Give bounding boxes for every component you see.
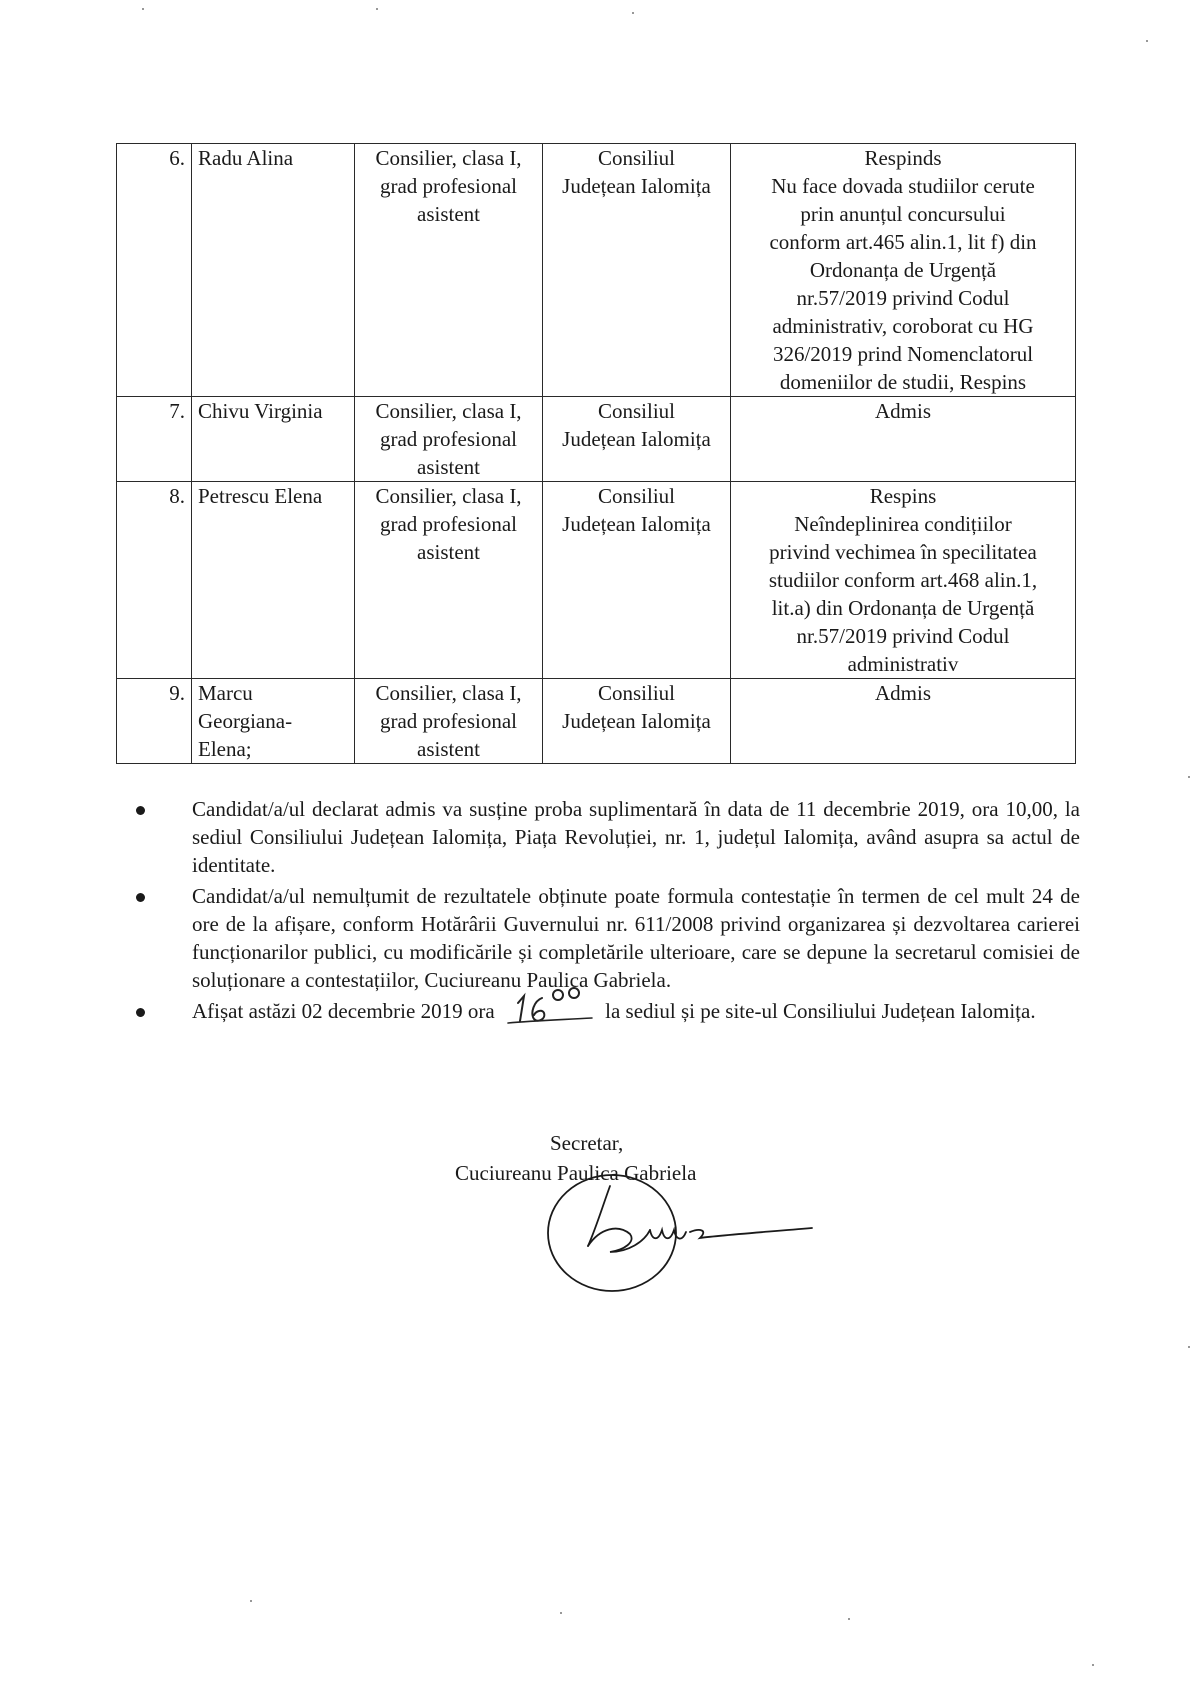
institution: Consiliul Județean Ialomița bbox=[543, 482, 731, 679]
handwritten-time-icon bbox=[506, 983, 594, 1027]
scan-speck bbox=[1092, 1664, 1094, 1666]
signature-name: Cuciureanu Paulica Gabriela bbox=[455, 1161, 697, 1185]
position-function: Consilier, clasa I, grad profesional asistent bbox=[355, 482, 543, 679]
list-item bbox=[120, 997, 1080, 1025]
position-function: Consilier, clasa I, grad profesional asistent bbox=[355, 679, 543, 764]
notes-list bbox=[120, 795, 1080, 1028]
results-table-body bbox=[117, 144, 1076, 764]
handwritten-time bbox=[506, 997, 594, 1025]
list-item bbox=[120, 882, 1080, 994]
result: Admis bbox=[731, 397, 1076, 482]
note-proba-suplimentara: Candidat/a/ul declarat admis va susține proba suplimentară în data de 11 decembrie 2019, ora 10,00, la sediul Consiliului Județean Ialomița, Piața Revoluției, nr. 1, județul Ialomița, având asupra sa actul de identitate. bbox=[192, 797, 1080, 877]
signature-role: Secretar, bbox=[550, 1131, 624, 1155]
results-table bbox=[116, 143, 1076, 764]
handwritten-signature bbox=[540, 1168, 820, 1298]
result: Admis bbox=[731, 679, 1076, 764]
scan-speck bbox=[848, 1618, 850, 1620]
list-item bbox=[120, 795, 1080, 879]
row-number: 8. bbox=[117, 482, 192, 679]
bullet-icon bbox=[136, 893, 145, 902]
scan-speck bbox=[632, 12, 634, 14]
scan-speck bbox=[250, 1600, 252, 1602]
candidate-name: Chivu Virginia bbox=[192, 397, 355, 482]
table-row bbox=[117, 482, 1076, 679]
institution: Consiliul Județean Ialomița bbox=[543, 397, 731, 482]
table-row bbox=[117, 679, 1076, 764]
scan-speck bbox=[1188, 1346, 1190, 1348]
table-row bbox=[117, 397, 1076, 482]
scan-speck bbox=[1146, 40, 1148, 42]
scan-speck bbox=[376, 8, 378, 10]
position-function: Consilier, clasa I, grad profesional asistent bbox=[355, 144, 543, 397]
bullet-icon bbox=[136, 806, 145, 815]
result: Respinds Nu face dovada studiilor cerute prin anunțul concursului conform art.465 alin.1, lit f) din Ordonanța de Urgență nr.57/2019 privind Codul administrativ, coroborat cu HG 326/2019 prind Nomenclatorul domeniilor de studii, Respins bbox=[731, 144, 1076, 397]
candidate-name: Marcu Georgiana- Elena; bbox=[192, 679, 355, 764]
bullet-icon bbox=[136, 1008, 145, 1017]
result: Respins Neîndeplinirea condițiilor privind vechimea în specilitatea studiilor conform art.468 alin.1, lit.a) din Ordonanța de Urgență nr.57/2019 privind Codul administrativ bbox=[731, 482, 1076, 679]
row-number: 7. bbox=[117, 397, 192, 482]
scan-speck bbox=[1188, 776, 1190, 778]
scan-speck bbox=[560, 1612, 562, 1614]
posted-note-before: Afișat astăzi 02 decembrie 2019 ora bbox=[192, 999, 495, 1023]
row-number: 6. bbox=[117, 144, 192, 397]
scan-speck bbox=[142, 8, 144, 10]
institution: Consiliul Județean Ialomița bbox=[543, 679, 731, 764]
note-contestatie: Candidat/a/ul nemulțumit de rezultatele obținute poate formula contestație în termen de cel mult 24 de ore de la afișare, conform Hotărârii Guvernului nr. 611/2008 privind organizarea și dezvoltarea carierei funcționarilor publici, cu modificările și completările ulterioare, care se depune la secretarul comisiei de soluționare a contestațiilor, Cuciureanu Paulica Gabriela. bbox=[192, 884, 1080, 992]
table-row bbox=[117, 144, 1076, 397]
row-number: 9. bbox=[117, 679, 192, 764]
candidate-name: Radu Alina bbox=[192, 144, 355, 397]
institution: Consiliul Județean Ialomița bbox=[543, 144, 731, 397]
candidate-name: Petrescu Elena bbox=[192, 482, 355, 679]
posted-note-after: la sediul și pe site-ul Consiliului Județean Ialomița. bbox=[605, 999, 1036, 1023]
position-function: Consilier, clasa I, grad profesional asistent bbox=[355, 397, 543, 482]
